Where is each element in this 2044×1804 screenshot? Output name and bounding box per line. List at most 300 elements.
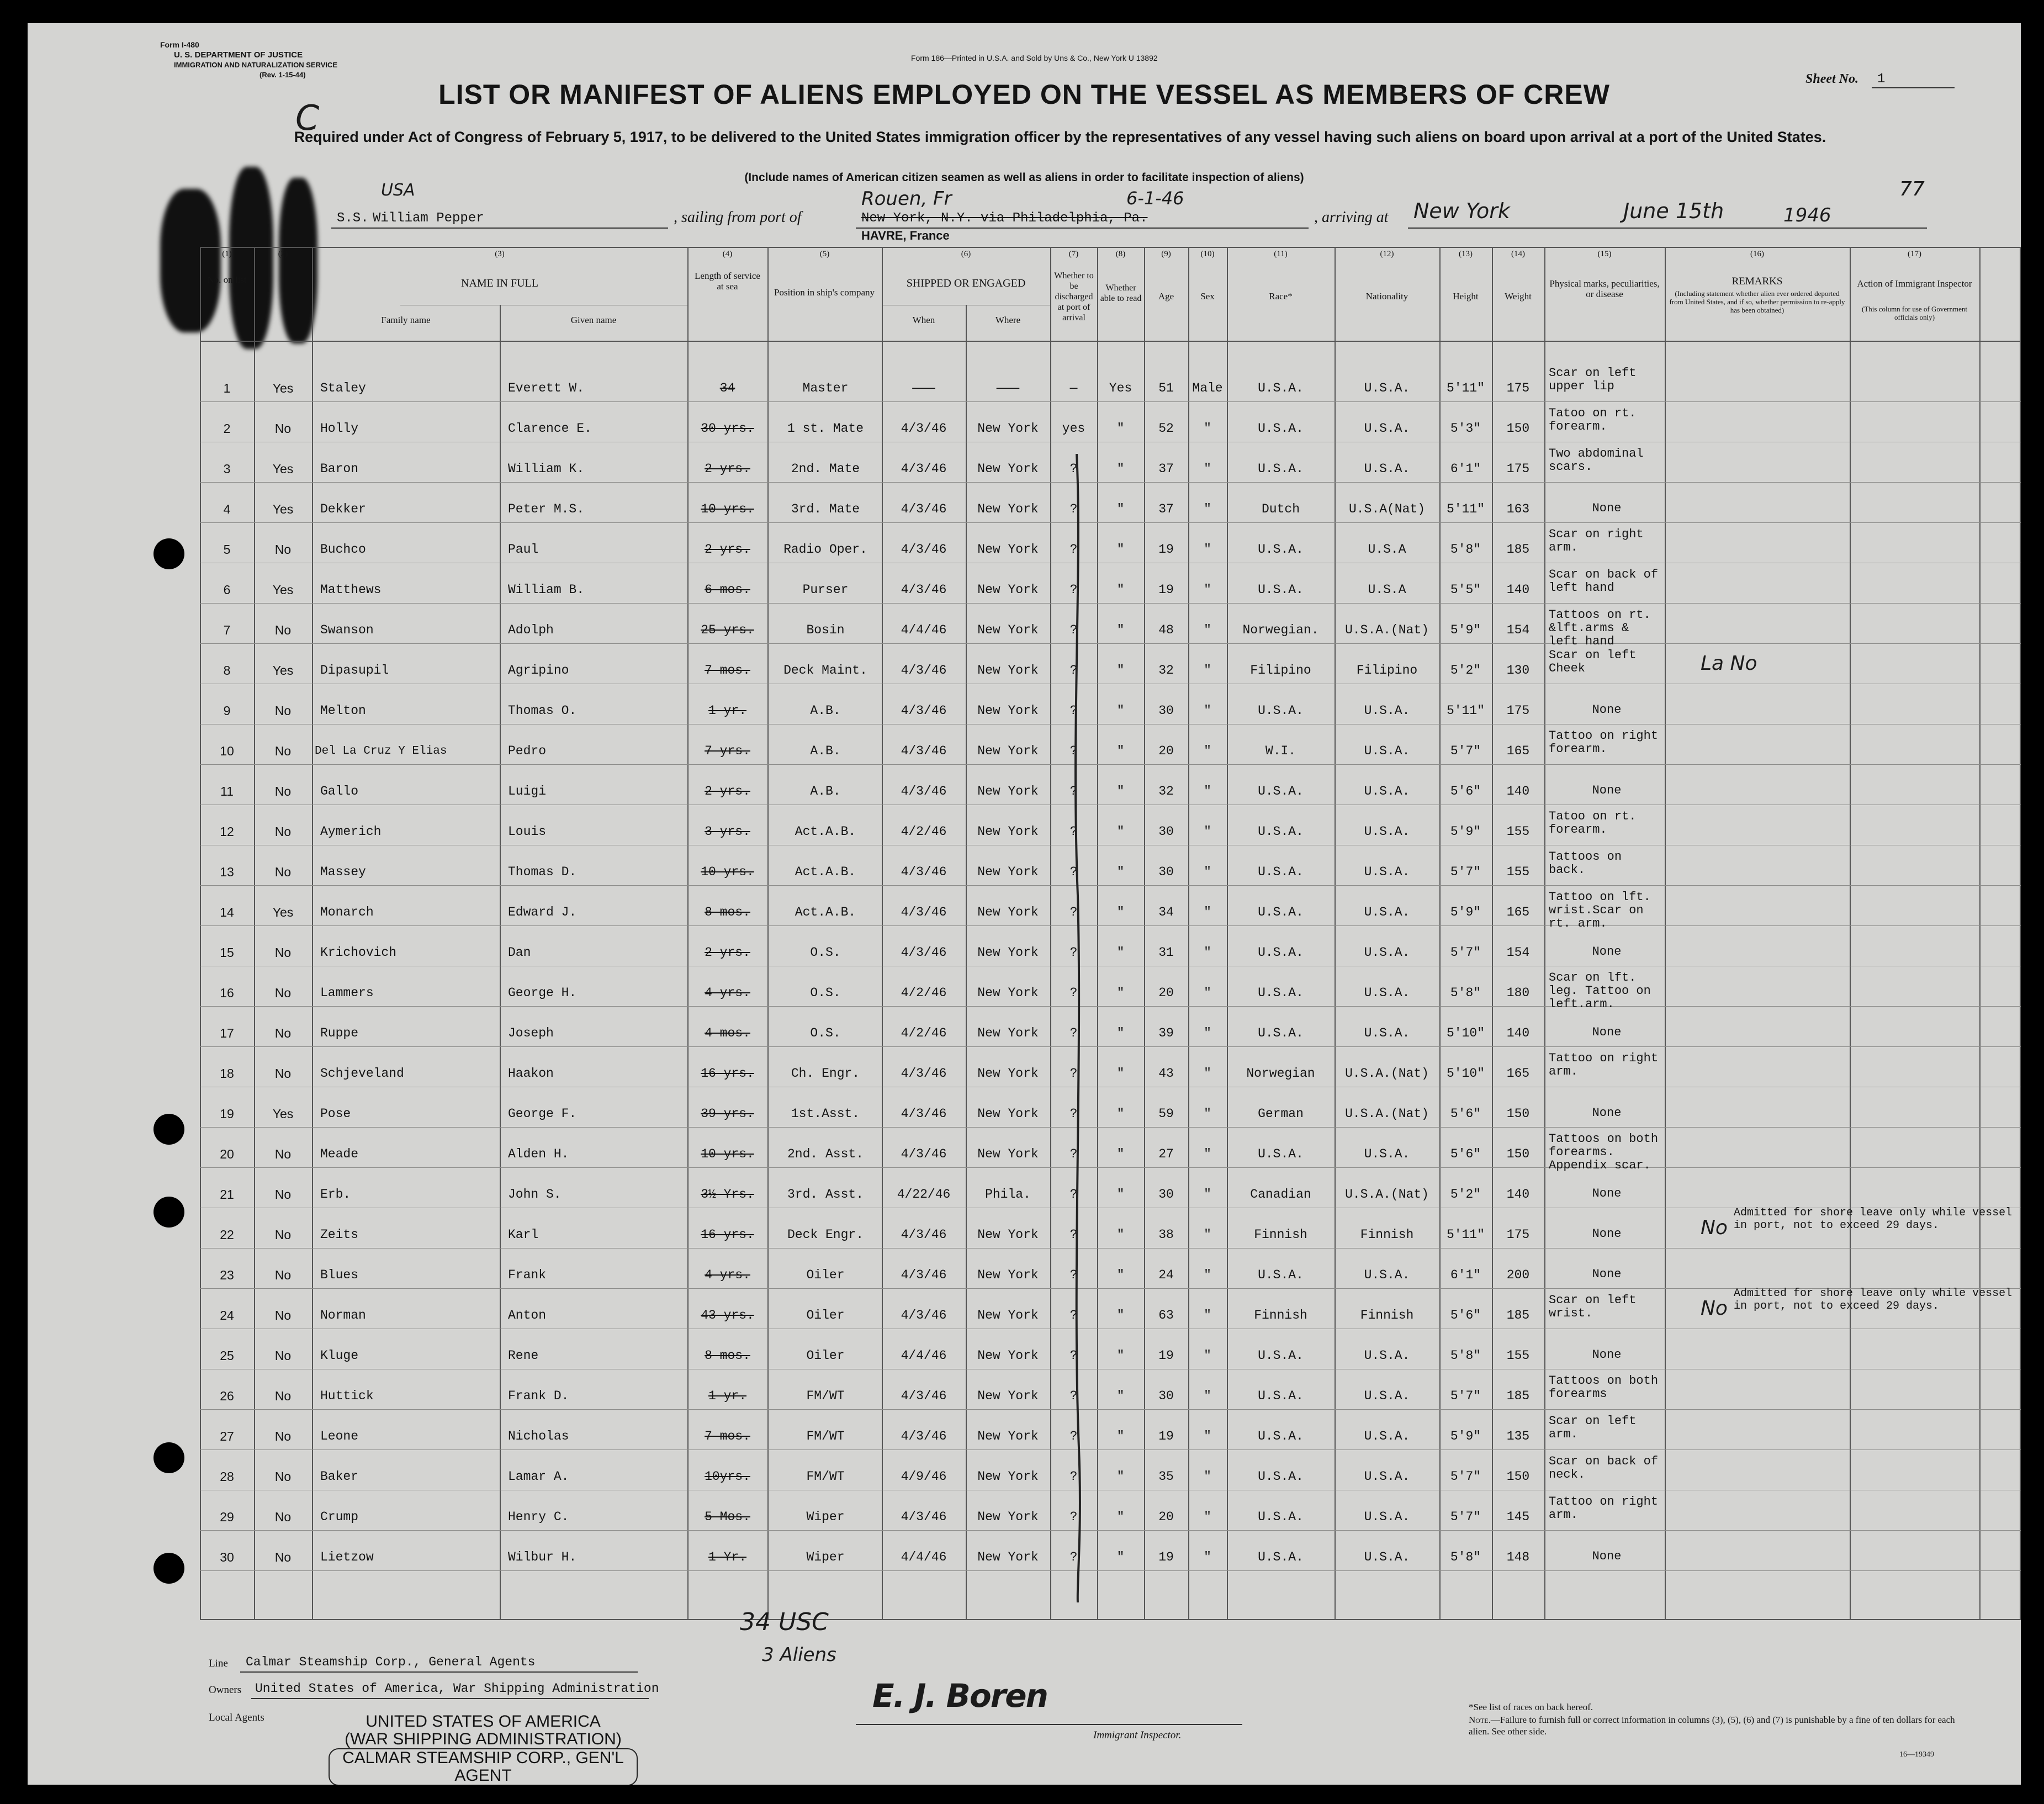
row-position: Wiper [806,1550,845,1564]
row-physical-marks: None [1592,945,1622,959]
row-able-to-read: " [1116,986,1125,1000]
row-sex: " [1204,703,1211,718]
row-height: 5'11" [1446,381,1485,395]
col-header-height: Height [1453,291,1479,301]
row-given-name: Pedro [508,744,547,758]
row-position: FM/WT [806,1429,845,1443]
row-nationality: U.S.A. [1364,1026,1410,1040]
row-service: 10 yrs. [701,502,754,516]
row-nationality: U.S.A. [1364,1429,1410,1443]
row-discharged: ? [1069,623,1078,637]
row-number: 10 [220,744,234,758]
row-family-name: Zeits [320,1228,359,1242]
row-where: New York [977,623,1039,637]
row-service: 2 yrs. [705,542,750,557]
row-action-stamp: Admitted for shore leave only while vessel in port, not to exceed 29 days. [1734,1207,2013,1232]
row-race: U.S.A. [1258,905,1304,919]
row-able-to-read: " [1116,1389,1125,1403]
row-position: Master [802,381,849,395]
column-divider [2020,247,2021,1619]
row-family-name: Dipasupil [320,663,389,678]
row-given-name: George H. [508,986,577,1000]
column-divider [500,305,501,1619]
row-sex: " [1204,784,1211,798]
column-divider [1335,247,1336,1619]
row-race: Canadian [1250,1187,1311,1202]
row-discharged: ? [1069,583,1078,597]
row-height: 5'6" [1450,1308,1481,1322]
row-physical-marks: Scar on left arm. [1549,1414,1637,1441]
row-given-name: Anton [508,1308,547,1322]
note-text: —Failure to furnish full or correct information in columns (3), (5), (6) and (7) is punishable by a fine of ten dollars for each alien. See other side. [1469,1715,1955,1737]
row-where: New York [977,1026,1039,1040]
row-number: 17 [220,1026,234,1040]
row-physical-marks: Tatoo on rt. forearm. [1549,810,1637,837]
row-weight: 135 [1506,1429,1530,1443]
row-position: O.S. [810,1026,841,1040]
row-age: 59 [1158,1107,1174,1121]
row-citizen: No [274,623,292,637]
row-nationality: Filipino [1356,663,1418,678]
row-height: 6'1" [1450,462,1481,476]
row-number: 21 [220,1187,234,1202]
line-label: Line [209,1658,228,1669]
row-number: 29 [220,1510,234,1524]
row-able-to-read: " [1116,1066,1125,1081]
row-physical-marks: Tattoo on lft. wrist.Scar on rt. arm. [1549,890,1651,930]
agent-stamp-line-1: UNITED STATES OF AMERICA [366,1712,601,1731]
row-physical-marks: None [1592,1227,1622,1241]
page-subtitle: Required under Act of Congress of February 5, 1917, to be delivered to the United States immigration officer by the representatives of any vessel having such aliens on board upon arrival at a port of the United States. [294,129,1826,145]
arriving-port: New York [1413,199,1510,223]
row-when: 4/3/46 [901,1147,947,1161]
inspector-signature: E. J. Boren [872,1677,1047,1715]
row-sex: " [1204,1348,1211,1363]
row-position: Wiper [806,1510,845,1524]
row-position: 2nd. Asst. [787,1147,864,1161]
row-able-to-read: " [1116,1107,1125,1121]
row-when: 4/3/46 [901,905,947,919]
row-when: 4/3/46 [901,1308,947,1322]
row-race: U.S.A. [1258,824,1304,839]
row-service: 7 mos. [705,1429,750,1443]
row-race: U.S.A. [1258,784,1304,798]
row-age: 52 [1158,421,1174,436]
row-position: FM/WT [806,1469,845,1484]
col-header-shipped: SHIPPED OR ENGAGED [906,277,1026,289]
row-action-stamp: Admitted for shore leave only while vessel in port, not to exceed 29 days. [1734,1287,2013,1313]
row-given-name: George F. [508,1107,577,1121]
row-able-to-read: " [1116,945,1125,960]
row-discharged: ? [1069,462,1078,476]
row-given-name: Thomas D. [508,865,577,879]
row-family-name: Buchco [320,542,366,557]
row-service: 1 yr. [708,703,746,718]
row-race: Norwegian [1246,1066,1315,1081]
row-discharged: ? [1069,1510,1078,1524]
row-citizen: No [274,1268,292,1282]
header-bottom-border [200,341,2021,342]
row-where: New York [977,1308,1039,1322]
row-service: 6 mos. [705,583,750,597]
row-given-name: Lamar A. [508,1469,569,1484]
row-when: 4/3/46 [901,703,947,718]
row-given-name: Clarence E. [508,421,592,436]
row-race: U.S.A. [1258,1389,1304,1403]
row-where: New York [977,583,1039,597]
row-weight: 175 [1506,1228,1530,1242]
row-sex: " [1204,623,1211,637]
row-age: 48 [1158,623,1174,637]
row-physical-marks: None [1592,1106,1622,1120]
row-physical-marks: None [1592,1187,1622,1200]
row-where: New York [977,1510,1039,1524]
agents-label: Local Agents [209,1712,264,1723]
row-nationality: U.S.A. [1364,905,1410,919]
row-rule [200,1570,2021,1571]
row-sex: " [1204,1550,1211,1564]
row-height: 5'2" [1450,663,1481,678]
col-header-no: No. on list [207,274,247,285]
row-rule [200,1530,2021,1531]
row-weight: 175 [1506,381,1530,395]
row-able-to-read: Yes [1109,381,1132,395]
row-physical-marks: Tattoo on right arm. [1549,1051,1659,1078]
row-position: Oiler [806,1308,845,1322]
row-service: 8 mos. [705,1348,750,1363]
row-service: 3 yrs. [705,824,750,839]
row-nationality: U.S.A [1368,542,1406,557]
column-divider [200,247,201,1619]
row-nationality: U.S.A.(Nat) [1345,1187,1429,1202]
row-rule [200,401,2021,402]
row-height: 5'9" [1450,905,1481,919]
row-number: 20 [220,1147,234,1161]
row-where: New York [977,1066,1039,1081]
row-number: 4 [223,502,231,516]
row-citizen: No [274,1026,292,1040]
row-where: New York [977,865,1039,879]
row-service: 4 mos. [705,1026,750,1040]
row-family-name: Matthews [320,583,382,597]
row-given-name: Louis [508,824,547,839]
row-nationality: U.S.A. [1364,421,1410,436]
row-family-name: Lammers [320,986,374,1000]
row-nationality: Finnish [1360,1308,1414,1322]
row-able-to-read: " [1116,865,1125,879]
penalty-note [1469,1714,1966,1737]
column-divider [1492,247,1493,1619]
row-physical-marks: Scar on left Cheek [1549,648,1637,675]
row-where: New York [977,462,1039,476]
row-age: 37 [1158,502,1174,516]
row-discharged: ? [1069,865,1078,879]
inspector-label: Immigrant Inspector. [1093,1729,1182,1741]
row-nationality: U.S.A. [1364,703,1410,718]
row-nationality: U.S.A. [1364,986,1410,1000]
row-position: Oiler [806,1268,845,1282]
row-family-name: Leone [320,1429,359,1443]
row-height: 5'11" [1446,1228,1485,1242]
row-citizen: No [274,1510,292,1524]
row-nationality: U.S.A. [1364,1147,1410,1161]
col-header-remarks-note: (Including statement whether alien ever ordered deported from United States, and if so, whether permission to re-apply has been obtained) [1669,289,1845,314]
row-able-to-read: " [1116,784,1125,798]
row-weight: 200 [1506,1268,1530,1282]
row-nationality: U.S.A.(Nat) [1345,1066,1429,1081]
row-given-name: Edward J. [508,905,577,919]
row-number: 26 [220,1389,234,1403]
row-sex: " [1204,1389,1211,1403]
row-citizen: No [274,1187,292,1202]
row-family-name: Dekker [320,502,366,516]
row-given-name: Rene [508,1348,539,1363]
row-nationality: U.S.A. [1364,945,1410,960]
row-weight: 165 [1506,1066,1530,1081]
row-discharged: ? [1069,703,1078,718]
row-weight: 175 [1506,462,1530,476]
row-given-name: Wilbur H. [508,1550,577,1564]
row-citizen: No [274,1429,292,1443]
row-given-name: William B. [508,583,585,597]
row-where: New York [977,663,1039,678]
tally-usc: 34 USC [740,1608,829,1636]
row-given-name: Adolph [508,623,554,637]
row-age: 32 [1158,784,1174,798]
column-divider [1979,247,1981,1619]
row-service: 7 mos. [705,663,750,678]
row-where: Phila. [985,1187,1031,1202]
row-sex: " [1204,905,1211,919]
row-family-name: Del La Cruz Y Elias [315,745,447,758]
row-age: 35 [1158,1469,1174,1484]
row-age: 19 [1158,1550,1174,1564]
row-physical-marks: Tattoos on rt. &lft.arms & left hand [1549,608,1651,648]
row-discharged: ? [1069,1348,1078,1363]
row-race: W.I. [1265,744,1296,758]
column-divider [1544,247,1545,1619]
row-nationality: U.S.A. [1364,744,1410,758]
row-service: 1 yr. [708,1389,746,1403]
column-divider [1665,247,1666,1619]
row-number: 23 [220,1268,234,1282]
row-able-to-read: " [1116,1187,1125,1202]
row-rule [200,885,2021,886]
row-rule [200,925,2021,926]
row-rule [200,1006,2021,1007]
row-weight: 165 [1506,744,1530,758]
row-able-to-read: " [1116,703,1125,718]
row-citizen: No [274,421,292,436]
row-height: 5'8" [1450,1348,1481,1363]
row-when: 4/2/46 [901,824,947,839]
row-physical-marks: None [1592,1025,1622,1039]
row-where: New York [977,945,1039,960]
row-height: 5'8" [1450,1550,1481,1564]
row-discharged: ? [1069,542,1078,557]
row-family-name: Baron [320,462,359,476]
row-sex: " [1204,865,1211,879]
row-rule [200,643,2021,644]
hole-punch [153,1442,184,1473]
row-number: 2 [223,421,231,436]
row-height: 5'7" [1450,744,1481,758]
row-race: U.S.A. [1258,1268,1304,1282]
row-position: 2nd. Mate [791,462,860,476]
owners-label: Owners [209,1684,242,1696]
col-number: (9) [1161,250,1171,258]
discharge-bracket [1066,454,1099,1602]
row-height: 6'1" [1450,1268,1481,1282]
row-given-name: John S. [508,1187,562,1202]
row-service: 4 yrs. [705,1268,750,1282]
row-number: 8 [223,663,231,678]
row-when: 4/2/46 [901,986,947,1000]
row-when: 4/9/46 [901,1469,947,1484]
row-number: 25 [220,1348,234,1363]
row-nationality: U.S.A. [1364,824,1410,839]
row-age: 51 [1158,381,1174,395]
row-weight: 163 [1506,502,1530,516]
col-header-read: Whether able to read [1100,283,1142,303]
col-number: (1) [222,250,232,258]
col-header-weight: Weight [1505,291,1532,301]
row-able-to-read: " [1116,421,1125,436]
column-divider [882,247,883,1619]
row-family-name: Pose [320,1107,351,1121]
row-sex: " [1204,1066,1211,1081]
col-header-given: Given name [570,315,617,325]
row-service: 16 yrs. [701,1228,754,1242]
inspector-underline [856,1724,1242,1725]
row-sex: " [1204,1026,1211,1040]
arriving-label: , arriving at [1314,209,1389,226]
row-when: 4/3/46 [901,663,947,678]
row-discharged: ? [1069,502,1078,516]
row-nationality: U.S.A. [1364,1389,1410,1403]
row-physical-marks: None [1592,784,1622,797]
row-where: New York [977,1348,1039,1363]
usa-mark: USA [381,181,415,200]
row-citizen: No [274,865,292,879]
row-number: 7 [223,623,231,637]
vessel-label: S.S. [337,211,369,226]
row-age: 30 [1158,1187,1174,1202]
table-bottom-border [200,1619,2021,1620]
row-sex: " [1204,1469,1211,1484]
row-physical-marks: None [1592,501,1622,515]
row-able-to-read: " [1116,1469,1125,1484]
row-height: 5'6" [1450,784,1481,798]
row-height: 5'6" [1450,1107,1481,1121]
arrival-date: June 15th [1623,199,1724,223]
column-divider [1188,247,1189,1619]
row-citizen: No [274,824,292,839]
row-when: 4/3/46 [901,1268,947,1282]
row-position: O.S. [810,986,841,1000]
manifest-sheet [28,23,2021,1785]
row-able-to-read: " [1116,583,1125,597]
arriving-underline [1408,228,1927,229]
row-when: 4/3/46 [901,1510,947,1524]
row-able-to-read: " [1116,1348,1125,1363]
note-label: Note. [1469,1715,1491,1725]
row-able-to-read: " [1116,1429,1125,1443]
row-service: 43 yrs. [701,1308,754,1322]
row-citizen: No [274,1469,292,1484]
row-weight: 185 [1506,1308,1530,1322]
row-physical-marks: None [1592,1267,1622,1281]
row-able-to-read: " [1116,1308,1125,1322]
row-service: 25 yrs. [701,623,754,637]
row-able-to-read: " [1116,502,1125,516]
row-nationality: U.S.A. [1364,784,1410,798]
row-where: ——— [996,381,1020,395]
page-number: 77 [1899,178,1925,200]
row-sex: " [1204,462,1211,476]
row-discharged: ? [1069,824,1078,839]
row-physical-marks: Scar on right arm. [1549,527,1644,554]
row-able-to-read: " [1116,1510,1125,1524]
row-given-name: Frank D. [508,1389,569,1403]
row-nationality: U.S.A [1368,583,1406,597]
row-service: 16 yrs. [701,1066,754,1081]
port-typed-below: HAVRE, France [861,229,950,242]
races-note: *See list of races on back hereof. [1469,1702,1593,1712]
row-position: Radio Oper. [783,542,867,557]
row-height: 5'9" [1450,623,1481,637]
col-number: (3) [495,250,505,258]
row-sex: Male [1192,381,1223,395]
row-number: 18 [220,1066,234,1081]
row-number: 1 [223,381,231,395]
row-discharged: ? [1069,1469,1078,1484]
row-weight: 150 [1506,1469,1530,1484]
col-header-family: Family name [381,315,431,325]
row-age: 30 [1158,703,1174,718]
row-race: U.S.A. [1258,865,1304,879]
col-header-nationality: Nationality [1365,291,1408,301]
agent-stamp-line-2: (WAR SHIPPING ADMINISTRATION) [345,1730,622,1748]
row-family-name: Huttick [320,1389,374,1403]
row-where: New York [977,905,1039,919]
row-family-name: Meade [320,1147,359,1161]
hole-punch [153,1114,184,1145]
row-family-name: Staley [320,381,366,395]
port-typed-crossed: New York, N.Y. via Philadelphia, Pa. [861,211,1148,226]
row-sex: " [1204,583,1211,597]
row-physical-marks: Two abdominal scars. [1549,447,1644,474]
column-divider [1850,247,1851,1619]
row-age: 30 [1158,824,1174,839]
tally-aliens: 3 Aliens [762,1644,836,1666]
row-service: 8 mos. [705,905,750,919]
row-position: 1 st. Mate [787,421,864,436]
row-when: 4/4/46 [901,623,947,637]
row-discharged: ? [1069,1308,1078,1322]
row-when: 4/4/46 [901,1550,947,1564]
row-nationality: U.S.A. [1364,1348,1410,1363]
row-citizen: Yes [272,381,294,395]
col-number: (13) [1459,250,1473,258]
row-citizen: No [274,945,292,960]
row-height: 5'9" [1450,1429,1481,1443]
row-service: 2 yrs. [705,462,750,476]
row-weight: 140 [1506,1187,1530,1202]
row-height: 5'8" [1450,542,1481,557]
row-able-to-read: " [1116,1550,1125,1564]
row-discharged: ? [1069,744,1078,758]
